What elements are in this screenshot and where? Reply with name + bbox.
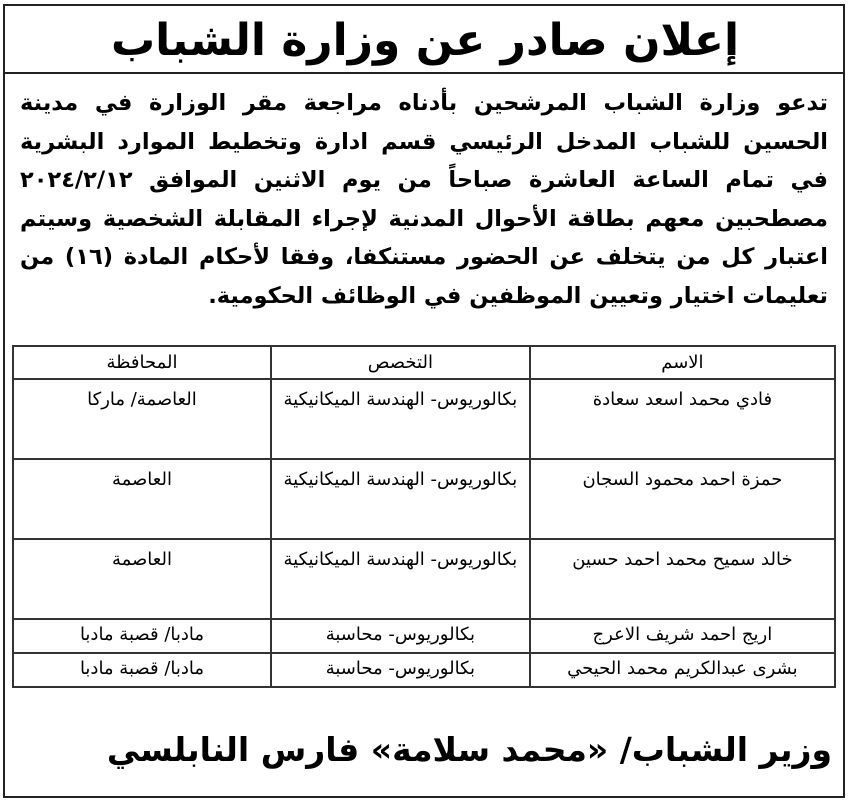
candidates-table (12, 345, 836, 688)
candidate-name: فادي محمد اسعد سعادة (530, 379, 835, 459)
candidate-specialization: بكالوريوس- محاسبة (271, 653, 530, 687)
minister-signature: وزير الشباب/ «محمد سلامة» فارس النابلسي (106, 730, 832, 769)
announcement-body: تدعو وزارة الشباب المرشحين بأدناه مراجعة مقر الوزارة في مدينة الحسين للشباب المدخل الرئيسي قسم ادارة وتخطيط الموارد البشرية في تمام الساعة العاشرة صباحاً من يوم الاثنين الموافق ٢٠٢٤/٢/١٢ مصطحبين معهم بطاقة الأحوال المدنية لإجراء المقابلة الشخصية وسيتم اعتبار كل من يتخلف عن الحضور مستنكفا، وفقا لأحكام المادة (١٦) من تعليمات اختيار وتعيين الموظفين في الوظائف الحكومية. (20, 90, 829, 309)
table-header-row (13, 346, 835, 379)
table-row (13, 619, 835, 653)
candidate-name: خالد سميح محمد احمد حسين (530, 539, 835, 619)
candidate-governorate: العاصمة/ ماركا (13, 379, 271, 459)
candidate-name: بشرى عبدالكريم محمد الحيحي (530, 653, 835, 687)
candidate-specialization: بكالوريوس- الهندسة الميكانيكية (271, 459, 530, 539)
candidate-name: اريج احمد شريف الاعرج (530, 619, 835, 653)
candidate-governorate: مادبا/ قصبة مادبا (13, 653, 271, 687)
table-row (13, 539, 835, 619)
announcement-title: إعلان صادر عن وزارة الشباب (110, 15, 740, 66)
candidate-specialization: بكالوريوس- الهندسة الميكانيكية (271, 539, 530, 619)
candidate-governorate: العاصمة (13, 539, 271, 619)
table-row (13, 653, 835, 687)
table-row (13, 379, 835, 459)
candidate-name: حمزة احمد محمود السجان (530, 459, 835, 539)
candidate-specialization: بكالوريوس- الهندسة الميكانيكية (271, 379, 530, 459)
column-header-governorate: المحافظة (13, 346, 271, 379)
candidate-specialization: بكالوريوس- محاسبة (271, 619, 530, 653)
column-header-specialization: التخصص (271, 346, 530, 379)
table-row (13, 459, 835, 539)
candidate-governorate: العاصمة (13, 459, 271, 539)
candidate-governorate: مادبا/ قصبة مادبا (13, 619, 271, 653)
title-divider (3, 72, 845, 74)
column-header-name: الاسم (530, 346, 835, 379)
